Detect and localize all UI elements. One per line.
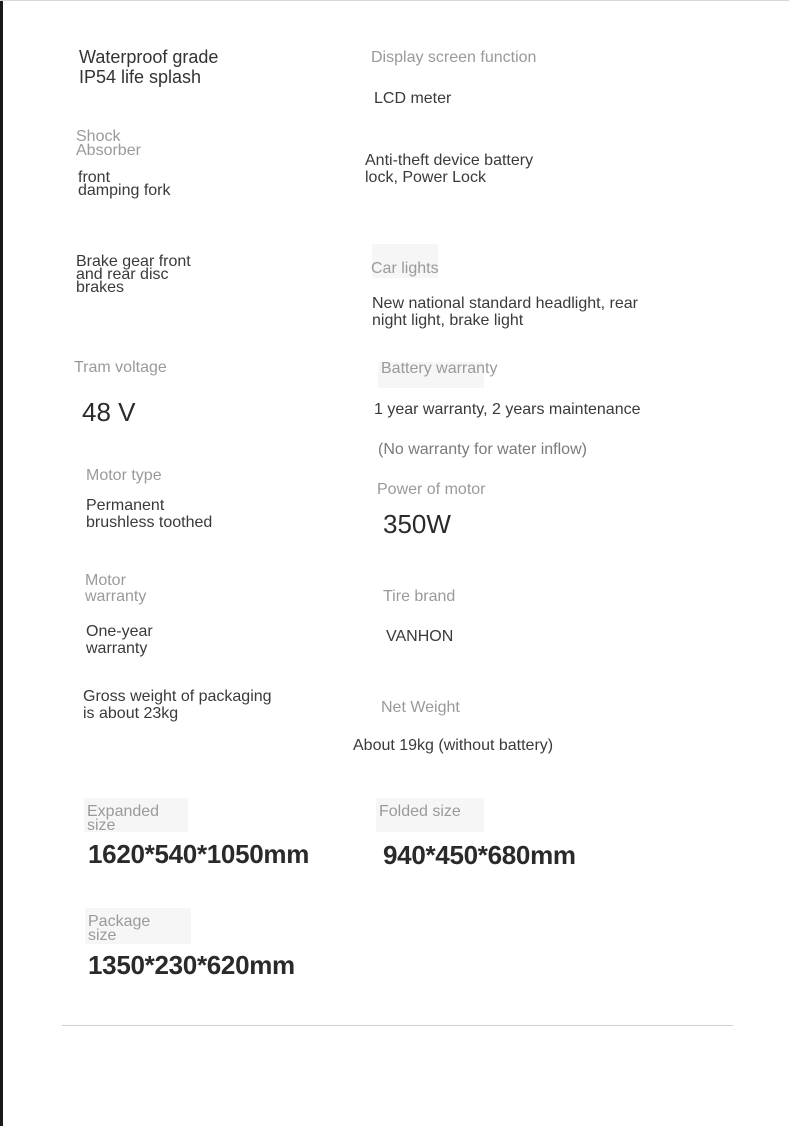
brake-value: Brake gear front and rear disc brakes <box>76 253 191 296</box>
battery-warranty-note: (No warranty for water inflow) <box>378 441 587 458</box>
top-border <box>0 0 789 1</box>
package-size-value: 1350*230*620mm <box>88 950 295 980</box>
net-weight-value: About 19kg (without battery) <box>353 737 554 754</box>
net-weight-label: Net Weight <box>381 699 460 716</box>
folded-size-value: 940*450*680mm <box>383 840 576 870</box>
expanded-size-value: 1620*540*1050mm <box>88 839 310 869</box>
tire-value: VANHON <box>386 628 454 645</box>
motor-type-label: Motor type <box>86 467 162 484</box>
voltage-label: Tram voltage <box>74 359 167 376</box>
bottom-divider <box>62 1025 733 1026</box>
lights-value: New national standard headlight, rear night light, brake light <box>372 295 638 329</box>
display-value: LCD meter <box>374 90 452 107</box>
package-size-label: Package size <box>88 913 151 944</box>
motor-power-value: 350W <box>383 509 451 539</box>
left-border <box>0 0 3 1126</box>
tire-label: Tire brand <box>383 588 456 605</box>
display-label: Display screen function <box>371 49 537 66</box>
antitheft-value: Anti-theft device battery lock, Power Lock <box>365 152 534 186</box>
shock-value: front damping fork <box>78 169 171 199</box>
waterproof-grade: Waterproof grade IP54 life splash <box>79 47 219 87</box>
lights-label: Car lights <box>371 260 439 277</box>
shock-label: Shock Absorber <box>76 128 141 159</box>
gross-weight-value: Gross weight of packaging is about 23kg <box>83 688 272 722</box>
motor-power-label: Power of motor <box>377 481 486 498</box>
expanded-size-label: Expanded size <box>87 803 160 834</box>
voltage-value: 48 V <box>82 397 136 427</box>
folded-size-label: Folded size <box>379 803 461 820</box>
battery-warranty-value: 1 year warranty, 2 years maintenance <box>374 401 641 418</box>
battery-warranty-label: Battery warranty <box>381 360 498 377</box>
motor-type-value: Permanent brushless toothed <box>86 497 213 531</box>
motor-warranty-label: Motor warranty <box>85 572 147 605</box>
motor-warranty-value: One-year warranty <box>86 623 153 657</box>
